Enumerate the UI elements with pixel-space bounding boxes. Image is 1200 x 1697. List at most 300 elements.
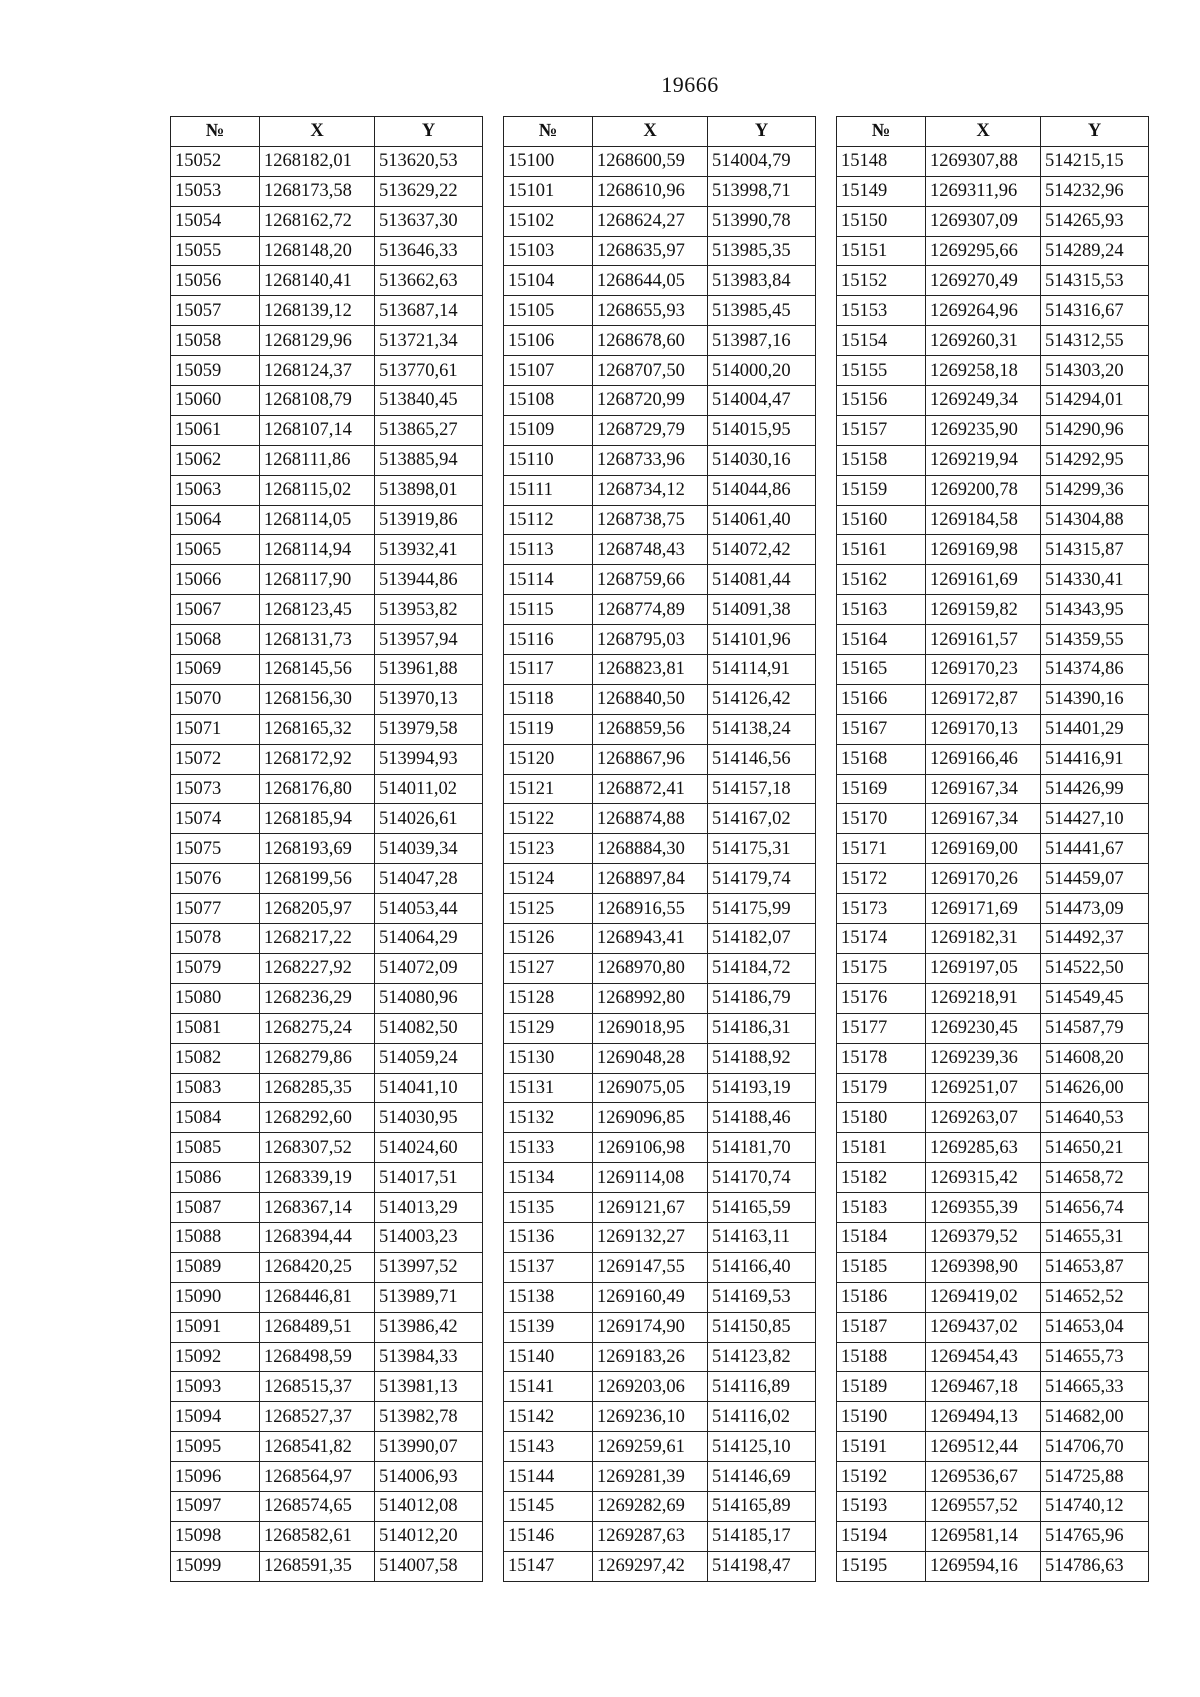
y-coordinate: 514012,20 <box>375 1521 483 1551</box>
y-coordinate: 514655,73 <box>1041 1342 1149 1372</box>
point-number: 15117 <box>504 655 593 685</box>
point-number: 15148 <box>837 146 926 176</box>
table-row <box>837 356 1149 386</box>
y-coordinate: 514492,37 <box>1041 924 1149 954</box>
x-coordinate: 1269230,45 <box>926 1013 1041 1043</box>
point-number: 15061 <box>171 415 260 445</box>
point-number: 15080 <box>171 983 260 1013</box>
x-coordinate: 1268774,89 <box>593 595 708 625</box>
y-coordinate: 513620,53 <box>375 146 483 176</box>
y-coordinate: 514059,24 <box>375 1043 483 1073</box>
x-coordinate: 1268115,02 <box>260 475 375 505</box>
y-coordinate: 514640,53 <box>1041 1103 1149 1133</box>
y-coordinate: 514650,21 <box>1041 1133 1149 1163</box>
table-row <box>504 744 816 774</box>
x-coordinate: 1268162,72 <box>260 206 375 236</box>
x-coordinate: 1269169,98 <box>926 535 1041 565</box>
point-number: 15098 <box>171 1521 260 1551</box>
x-coordinate: 1268275,24 <box>260 1013 375 1043</box>
table-row <box>504 1193 816 1223</box>
table-row <box>504 326 816 356</box>
point-number: 15087 <box>171 1193 260 1223</box>
table-row <box>504 176 816 206</box>
y-coordinate: 513985,35 <box>708 236 816 266</box>
table-row <box>171 296 483 326</box>
point-number: 15139 <box>504 1312 593 1342</box>
y-coordinate: 514041,10 <box>375 1073 483 1103</box>
table-row <box>171 356 483 386</box>
y-coordinate: 514289,24 <box>1041 236 1149 266</box>
table-row <box>504 774 816 804</box>
table-row <box>837 146 1149 176</box>
table-row <box>837 1491 1149 1521</box>
table-row <box>504 714 816 744</box>
y-coordinate: 514006,93 <box>375 1462 483 1492</box>
y-coordinate: 514653,87 <box>1041 1252 1149 1282</box>
y-coordinate: 513987,16 <box>708 326 816 356</box>
table-row <box>837 1551 1149 1581</box>
table-row <box>837 1462 1149 1492</box>
x-coordinate: 1268117,90 <box>260 565 375 595</box>
table-row <box>504 1133 816 1163</box>
point-number: 15187 <box>837 1312 926 1342</box>
table-row <box>171 1133 483 1163</box>
table-row <box>171 684 483 714</box>
x-coordinate: 1268759,66 <box>593 565 708 595</box>
y-coordinate: 514126,42 <box>708 684 816 714</box>
x-coordinate: 1269236,10 <box>593 1402 708 1432</box>
x-coordinate: 1269251,07 <box>926 1073 1041 1103</box>
point-number: 15141 <box>504 1372 593 1402</box>
x-coordinate: 1268515,37 <box>260 1372 375 1402</box>
y-coordinate: 514007,58 <box>375 1551 483 1581</box>
table-row <box>504 1402 816 1432</box>
coordinates-table-3 <box>836 116 1149 1582</box>
x-coordinate: 1268156,30 <box>260 684 375 714</box>
x-coordinate: 1268734,12 <box>593 475 708 505</box>
coordinates-table-2 <box>503 116 816 1582</box>
x-coordinate: 1269467,18 <box>926 1372 1041 1402</box>
y-coordinate: 513997,52 <box>375 1252 483 1282</box>
table-row <box>837 266 1149 296</box>
point-number: 15166 <box>837 684 926 714</box>
table-row <box>171 386 483 416</box>
y-coordinate: 514004,47 <box>708 386 816 416</box>
table-row <box>837 894 1149 924</box>
x-coordinate: 1269270,49 <box>926 266 1041 296</box>
y-coordinate: 514000,20 <box>708 356 816 386</box>
point-number: 15109 <box>504 415 593 445</box>
table-row <box>171 655 483 685</box>
point-number: 15084 <box>171 1103 260 1133</box>
y-coordinate: 514123,82 <box>708 1342 816 1372</box>
point-number: 15125 <box>504 894 593 924</box>
point-number: 15059 <box>171 356 260 386</box>
y-coordinate: 514181,70 <box>708 1133 816 1163</box>
x-coordinate: 1268610,96 <box>593 176 708 206</box>
x-coordinate: 1268446,81 <box>260 1282 375 1312</box>
header-x: X <box>593 117 708 147</box>
table-header-row <box>171 117 483 147</box>
table-row <box>171 1372 483 1402</box>
point-number: 15168 <box>837 744 926 774</box>
y-coordinate: 514080,96 <box>375 983 483 1013</box>
table-row <box>504 625 816 655</box>
page-number: 19666 <box>661 72 719 97</box>
point-number: 15183 <box>837 1193 926 1223</box>
x-coordinate: 1269235,90 <box>926 415 1041 445</box>
y-coordinate: 514656,74 <box>1041 1193 1149 1223</box>
y-coordinate: 514292,95 <box>1041 445 1149 475</box>
x-coordinate: 1268148,20 <box>260 236 375 266</box>
y-coordinate: 514166,40 <box>708 1252 816 1282</box>
point-number: 15054 <box>171 206 260 236</box>
x-coordinate: 1269454,43 <box>926 1342 1041 1372</box>
y-coordinate: 514426,99 <box>1041 774 1149 804</box>
point-number: 15076 <box>171 864 260 894</box>
table-row <box>837 1252 1149 1282</box>
y-coordinate: 514682,00 <box>1041 1402 1149 1432</box>
x-coordinate: 1269239,36 <box>926 1043 1041 1073</box>
point-number: 15155 <box>837 356 926 386</box>
table-row <box>837 1133 1149 1163</box>
point-number: 15121 <box>504 774 593 804</box>
point-number: 15114 <box>504 565 593 595</box>
x-coordinate: 1268678,60 <box>593 326 708 356</box>
x-coordinate: 1268114,94 <box>260 535 375 565</box>
x-coordinate: 1269161,69 <box>926 565 1041 595</box>
y-coordinate: 514165,89 <box>708 1491 816 1521</box>
table-row <box>837 1521 1149 1551</box>
table-row <box>504 595 816 625</box>
x-coordinate: 1269169,00 <box>926 834 1041 864</box>
table-row <box>504 386 816 416</box>
point-number: 15195 <box>837 1551 926 1581</box>
point-number: 15067 <box>171 595 260 625</box>
point-number: 15099 <box>171 1551 260 1581</box>
y-coordinate: 513998,71 <box>708 176 816 206</box>
point-number: 15105 <box>504 296 593 326</box>
table-row <box>171 1013 483 1043</box>
point-number: 15100 <box>504 146 593 176</box>
point-number: 15171 <box>837 834 926 864</box>
y-coordinate: 513646,33 <box>375 236 483 266</box>
y-coordinate: 514175,31 <box>708 834 816 864</box>
x-coordinate: 1269159,82 <box>926 595 1041 625</box>
x-coordinate: 1269018,95 <box>593 1013 708 1043</box>
y-coordinate: 514304,88 <box>1041 505 1149 535</box>
table-row <box>837 864 1149 894</box>
point-number: 15138 <box>504 1282 593 1312</box>
x-coordinate: 1268733,96 <box>593 445 708 475</box>
point-number: 15056 <box>171 266 260 296</box>
x-coordinate: 1269311,96 <box>926 176 1041 206</box>
y-coordinate: 513770,61 <box>375 356 483 386</box>
point-number: 15192 <box>837 1462 926 1492</box>
point-number: 15156 <box>837 386 926 416</box>
table-row <box>171 894 483 924</box>
y-coordinate: 514198,47 <box>708 1551 816 1581</box>
table-row <box>504 655 816 685</box>
table-row <box>837 924 1149 954</box>
point-number: 15065 <box>171 535 260 565</box>
table-row <box>504 475 816 505</box>
point-number: 15086 <box>171 1163 260 1193</box>
table-row <box>171 535 483 565</box>
table-row <box>837 953 1149 983</box>
x-coordinate: 1268707,50 <box>593 356 708 386</box>
x-coordinate: 1268173,58 <box>260 176 375 206</box>
point-number: 15055 <box>171 236 260 266</box>
y-coordinate: 514101,96 <box>708 625 816 655</box>
point-number: 15064 <box>171 505 260 535</box>
point-number: 15119 <box>504 714 593 744</box>
table-row <box>837 1013 1149 1043</box>
table-row <box>171 924 483 954</box>
y-coordinate: 513957,94 <box>375 625 483 655</box>
point-number: 15175 <box>837 953 926 983</box>
point-number: 15157 <box>837 415 926 445</box>
table-row <box>171 1073 483 1103</box>
x-coordinate: 1269106,98 <box>593 1133 708 1163</box>
table-row <box>504 804 816 834</box>
y-coordinate: 514044,86 <box>708 475 816 505</box>
y-coordinate: 514416,91 <box>1041 744 1149 774</box>
y-coordinate: 514017,51 <box>375 1163 483 1193</box>
x-coordinate: 1268172,92 <box>260 744 375 774</box>
x-coordinate: 1269315,42 <box>926 1163 1041 1193</box>
y-coordinate: 514146,69 <box>708 1462 816 1492</box>
table-row <box>171 206 483 236</box>
y-coordinate: 514175,99 <box>708 894 816 924</box>
header-x: X <box>260 117 375 147</box>
y-coordinate: 514072,09 <box>375 953 483 983</box>
y-coordinate: 513898,01 <box>375 475 483 505</box>
point-number: 15072 <box>171 744 260 774</box>
table-row <box>171 1521 483 1551</box>
point-number: 15164 <box>837 625 926 655</box>
y-coordinate: 514473,09 <box>1041 894 1149 924</box>
x-coordinate: 1268145,56 <box>260 655 375 685</box>
table-row <box>504 1432 816 1462</box>
point-number: 15159 <box>837 475 926 505</box>
x-coordinate: 1268279,86 <box>260 1043 375 1073</box>
point-number: 15177 <box>837 1013 926 1043</box>
y-coordinate: 514004,79 <box>708 146 816 176</box>
point-number: 15194 <box>837 1521 926 1551</box>
y-coordinate: 514652,52 <box>1041 1282 1149 1312</box>
y-coordinate: 513687,14 <box>375 296 483 326</box>
y-coordinate: 514294,01 <box>1041 386 1149 416</box>
point-number: 15081 <box>171 1013 260 1043</box>
x-coordinate: 1269183,26 <box>593 1342 708 1372</box>
point-number: 15113 <box>504 535 593 565</box>
table-row <box>837 1073 1149 1103</box>
y-coordinate: 514658,72 <box>1041 1163 1149 1193</box>
point-number: 15126 <box>504 924 593 954</box>
table-row <box>837 1043 1149 1073</box>
x-coordinate: 1269170,13 <box>926 714 1041 744</box>
point-number: 15176 <box>837 983 926 1013</box>
header-number: № <box>171 117 260 147</box>
point-number: 15097 <box>171 1491 260 1521</box>
x-coordinate: 1269167,34 <box>926 804 1041 834</box>
point-number: 15190 <box>837 1402 926 1432</box>
y-coordinate: 514522,50 <box>1041 953 1149 983</box>
table-row <box>504 505 816 535</box>
y-coordinate: 514441,67 <box>1041 834 1149 864</box>
y-coordinate: 514047,28 <box>375 864 483 894</box>
x-coordinate: 1269075,05 <box>593 1073 708 1103</box>
y-coordinate: 513932,41 <box>375 535 483 565</box>
x-coordinate: 1269167,34 <box>926 774 1041 804</box>
point-number: 15096 <box>171 1462 260 1492</box>
x-coordinate: 1268738,75 <box>593 505 708 535</box>
x-coordinate: 1269419,02 <box>926 1282 1041 1312</box>
point-number: 15185 <box>837 1252 926 1282</box>
x-coordinate: 1268874,88 <box>593 804 708 834</box>
point-number: 15135 <box>504 1193 593 1223</box>
table-row <box>504 1342 816 1372</box>
table-row <box>171 744 483 774</box>
point-number: 15063 <box>171 475 260 505</box>
x-coordinate: 1269307,09 <box>926 206 1041 236</box>
table-row <box>837 595 1149 625</box>
x-coordinate: 1268124,37 <box>260 356 375 386</box>
x-coordinate: 1269557,52 <box>926 1491 1041 1521</box>
point-number: 15102 <box>504 206 593 236</box>
point-number: 15163 <box>837 595 926 625</box>
table-row <box>504 1103 816 1133</box>
x-coordinate: 1269203,06 <box>593 1372 708 1402</box>
y-coordinate: 514427,10 <box>1041 804 1149 834</box>
y-coordinate: 513994,93 <box>375 744 483 774</box>
header-number: № <box>504 117 593 147</box>
x-coordinate: 1269437,02 <box>926 1312 1041 1342</box>
table-row <box>504 1282 816 1312</box>
point-number: 15179 <box>837 1073 926 1103</box>
point-number: 15053 <box>171 176 260 206</box>
table-row <box>837 714 1149 744</box>
table-row <box>837 445 1149 475</box>
point-number: 15150 <box>837 206 926 236</box>
point-number: 15088 <box>171 1222 260 1252</box>
x-coordinate: 1269184,58 <box>926 505 1041 535</box>
y-coordinate: 514116,02 <box>708 1402 816 1432</box>
y-coordinate: 514024,60 <box>375 1133 483 1163</box>
coordinates-table-1 <box>170 116 483 1582</box>
table-row <box>504 206 816 236</box>
table-row <box>171 565 483 595</box>
point-number: 15133 <box>504 1133 593 1163</box>
table-row <box>171 1043 483 1073</box>
y-coordinate: 514182,07 <box>708 924 816 954</box>
x-coordinate: 1269166,46 <box>926 744 1041 774</box>
point-number: 15153 <box>837 296 926 326</box>
point-number: 15127 <box>504 953 593 983</box>
table-row <box>504 1043 816 1073</box>
x-coordinate: 1268108,79 <box>260 386 375 416</box>
point-number: 15068 <box>171 625 260 655</box>
table-row <box>504 864 816 894</box>
x-coordinate: 1268489,51 <box>260 1312 375 1342</box>
point-number: 15160 <box>837 505 926 535</box>
y-coordinate: 514186,31 <box>708 1013 816 1043</box>
x-coordinate: 1268182,01 <box>260 146 375 176</box>
table-row <box>171 176 483 206</box>
y-coordinate: 514146,56 <box>708 744 816 774</box>
x-coordinate: 1268992,80 <box>593 983 708 1013</box>
y-coordinate: 514114,91 <box>708 655 816 685</box>
point-number: 15052 <box>171 146 260 176</box>
x-coordinate: 1269218,91 <box>926 983 1041 1013</box>
y-coordinate: 514091,38 <box>708 595 816 625</box>
x-coordinate: 1268498,59 <box>260 1342 375 1372</box>
x-coordinate: 1269048,28 <box>593 1043 708 1073</box>
y-coordinate: 514265,93 <box>1041 206 1149 236</box>
x-coordinate: 1268131,73 <box>260 625 375 655</box>
point-number: 15066 <box>171 565 260 595</box>
x-coordinate: 1269295,66 <box>926 236 1041 266</box>
point-number: 15077 <box>171 894 260 924</box>
x-coordinate: 1269263,07 <box>926 1103 1041 1133</box>
point-number: 15111 <box>504 475 593 505</box>
point-number: 15152 <box>837 266 926 296</box>
y-coordinate: 514170,74 <box>708 1163 816 1193</box>
table-row <box>171 1491 483 1521</box>
y-coordinate: 513982,78 <box>375 1402 483 1432</box>
point-number: 15170 <box>837 804 926 834</box>
x-coordinate: 1268176,80 <box>260 774 375 804</box>
table-row <box>837 415 1149 445</box>
y-coordinate: 514653,04 <box>1041 1312 1149 1342</box>
table-row <box>504 1222 816 1252</box>
x-coordinate: 1268748,43 <box>593 535 708 565</box>
x-coordinate: 1268123,45 <box>260 595 375 625</box>
x-coordinate: 1268859,56 <box>593 714 708 744</box>
x-coordinate: 1268111,86 <box>260 445 375 475</box>
point-number: 15140 <box>504 1342 593 1372</box>
y-coordinate: 513953,82 <box>375 595 483 625</box>
table-row <box>837 625 1149 655</box>
x-coordinate: 1269121,67 <box>593 1193 708 1223</box>
point-number: 15122 <box>504 804 593 834</box>
x-coordinate: 1269282,69 <box>593 1491 708 1521</box>
y-coordinate: 514003,23 <box>375 1222 483 1252</box>
table-row <box>504 1462 816 1492</box>
point-number: 15082 <box>171 1043 260 1073</box>
x-coordinate: 1268582,61 <box>260 1521 375 1551</box>
x-coordinate: 1268720,99 <box>593 386 708 416</box>
point-number: 15108 <box>504 386 593 416</box>
x-coordinate: 1268292,60 <box>260 1103 375 1133</box>
x-coordinate: 1269536,67 <box>926 1462 1041 1492</box>
x-coordinate: 1268165,32 <box>260 714 375 744</box>
y-coordinate: 514359,55 <box>1041 625 1149 655</box>
point-number: 15167 <box>837 714 926 744</box>
y-coordinate: 514013,29 <box>375 1193 483 1223</box>
table-row <box>837 1402 1149 1432</box>
x-coordinate: 1268227,92 <box>260 953 375 983</box>
x-coordinate: 1269581,14 <box>926 1521 1041 1551</box>
y-coordinate: 513990,07 <box>375 1432 483 1462</box>
y-coordinate: 514193,19 <box>708 1073 816 1103</box>
y-coordinate: 514169,53 <box>708 1282 816 1312</box>
table-row <box>837 206 1149 236</box>
table-row <box>837 475 1149 505</box>
point-number: 15147 <box>504 1551 593 1581</box>
y-coordinate: 514312,55 <box>1041 326 1149 356</box>
